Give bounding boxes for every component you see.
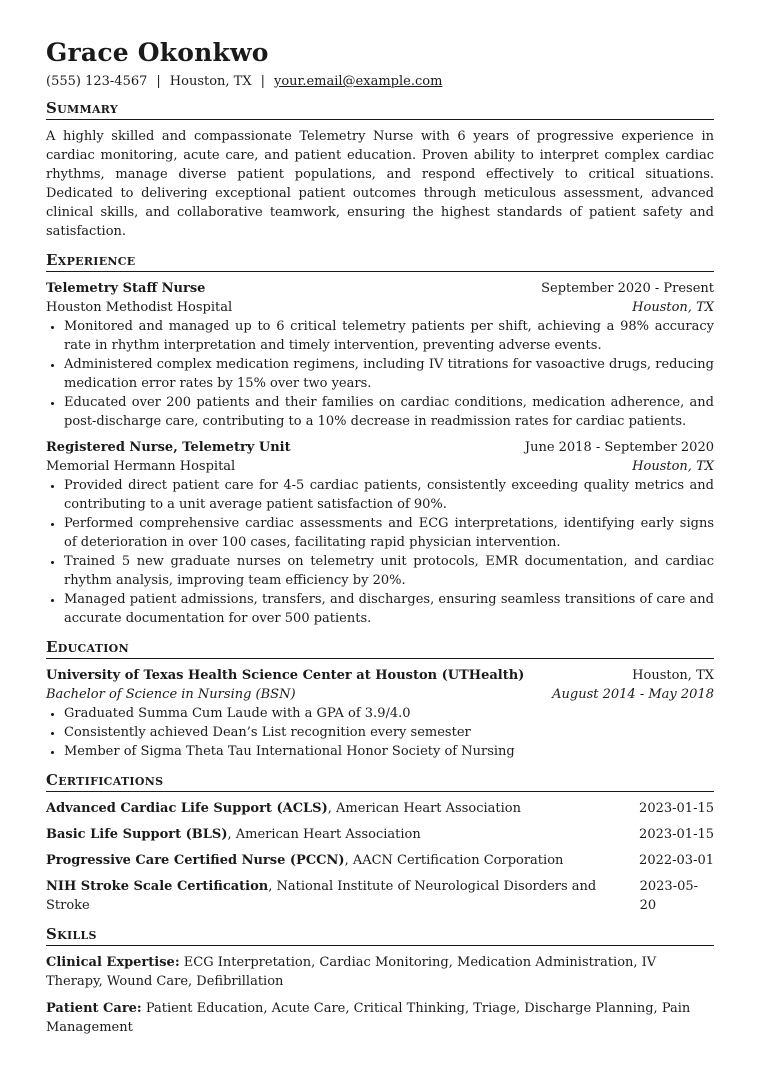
phone-number: (555) 123-4567 [46,74,148,89]
list-item: • Consistently achieved Dean’s List recognition every semester [64,723,714,742]
certification-row [46,799,714,818]
employer-row [46,298,714,317]
skill-label: Patient Care: [46,1001,142,1016]
certification-name: Advanced Cardiac Life Support (ACLS) [46,801,328,816]
experience-entry [46,279,714,431]
certification-row [46,877,714,915]
job-title-row [46,279,714,298]
list-item: • Member of Sigma Theta Tau International Honor Society of Nursing [64,742,714,761]
list-item: • Educated over 200 patients and their families on cardiac conditions, medication adherence, and post-discharge care, contributing to a 10% decrease in readmission rates for cardiac patients. [64,393,714,431]
contact-separator: | [156,74,161,89]
certification-date: 2023-01-15 [639,801,714,816]
certification-text [46,877,640,915]
job-location: Houston, TX [632,459,714,474]
skill-line [46,953,714,991]
education-entry [46,666,714,761]
summary-text: A highly skilled and compassionate Telemetry Nurse with 6 years of progressive experience in cardiac monitoring, acute care, and patient education. Proven ability to interpret complex cardiac rhythms, manage diverse patient populations, and respond effectively to critical situations. Dedicated to delivering exceptional patient outcomes through meticulous assessment, advanced clinical skills, and collaborative teamwork, ensuring the highest standards of patient safety and satisfaction. [46,129,714,239]
skill-label: Clinical Expertise: [46,955,180,970]
certification-row [46,825,714,844]
school-location: Houston, TX [632,668,714,683]
job-location: Houston, TX [632,300,714,315]
certification-name: Basic Life Support (BLS) [46,827,228,842]
employer: Memorial Hermann Hospital [46,459,236,474]
certification-date: 2022-03-01 [639,853,714,868]
certification-name: Progressive Care Certified Nurse (PCCN) [46,853,345,868]
skill-text: Patient Education, Acute Care, Critical Thinking, Triage, Discharge Planning, Pain Management [46,1001,691,1035]
job-title: Telemetry Staff Nurse [46,281,206,296]
list-item: • Managed patient admissions, transfers, and discharges, ensuring seamless transitions of care and accurate documentation for over 500 patients. [64,590,714,628]
certification-text [46,799,521,818]
job-bullets [46,317,714,431]
certification-date: 2023-05-20 [639,879,699,913]
degree-row [46,685,714,704]
section-title-summary: Summary [46,99,714,120]
school-row [46,666,714,685]
section-title-certifications: Certifications [46,771,714,792]
education-bullets [46,704,714,761]
employer: Houston Methodist Hospital [46,300,233,315]
employer-row [46,457,714,476]
job-dates: September 2020 - Present [541,281,714,296]
list-item: • Performed comprehensive cardiac assessments and ECG interpretations, identifying early signs of deterioration in over 100 cases, facilitating rapid physician intervention. [64,514,714,552]
certification-name: NIH Stroke Scale Certification [46,879,269,894]
certification-issuer: , National Institute of Neurological Disorders and Stroke [46,879,597,913]
contact-line [46,74,714,89]
experience-entry [46,438,714,628]
email-link[interactable]: your.email@example.com [274,74,443,89]
education-dates: August 2014 - May 2018 [552,687,714,702]
skill-text: ECG Interpretation, Cardiac Monitoring, Medication Administration, IV Therapy, Wound Care, Defibrillation [46,955,657,989]
list-item: • Monitored and managed up to 6 critical telemetry patients per shift, achieving a 98% accuracy rate in rhythm interpretation and timely intervention, preventing adverse events. [64,317,714,355]
certification-issuer: , American Heart Association [227,827,421,842]
candidate-name: Grace Okonkwo [46,38,269,67]
section-title-skills: Skills [46,925,714,946]
list-item: • Provided direct patient care for 4-5 cardiac patients, consistently exceeding quality metrics and contributing to a unit average patient satisfaction of 90%. [64,476,714,514]
section-title-experience: Experience [46,251,714,272]
degree: Bachelor of Science in Nursing (BSN) [46,687,296,702]
skill-line [46,999,714,1037]
job-title-row [46,438,714,457]
list-item: • Administered complex medication regimens, including IV titrations for vasoactive drugs, reducing medication error rates by 15% over two years. [64,355,714,393]
list-item: • Trained 5 new graduate nurses on telemetry unit protocols, EMR documentation, and cardiac rhythm analysis, improving team efficiency by 20%. [64,552,714,590]
certification-issuer: , AACN Certification Corporation [344,853,564,868]
certification-date: 2023-01-15 [639,827,714,842]
job-title: Registered Nurse, Telemetry Unit [46,440,291,455]
job-dates: June 2018 - September 2020 [524,440,714,455]
section-title-education: Education [46,638,714,659]
job-bullets [46,476,714,628]
location: Houston, TX [169,74,252,89]
school-name: University of Texas Health Science Center at Houston (UTHealth) [46,668,525,683]
certification-text [46,851,563,870]
certification-row [46,851,714,870]
certification-issuer: , American Heart Association [327,801,521,816]
certification-text [46,825,421,844]
list-item: • Graduated Summa Cum Laude with a GPA of 3.9/4.0 [64,704,714,723]
contact-separator: | [260,74,265,89]
